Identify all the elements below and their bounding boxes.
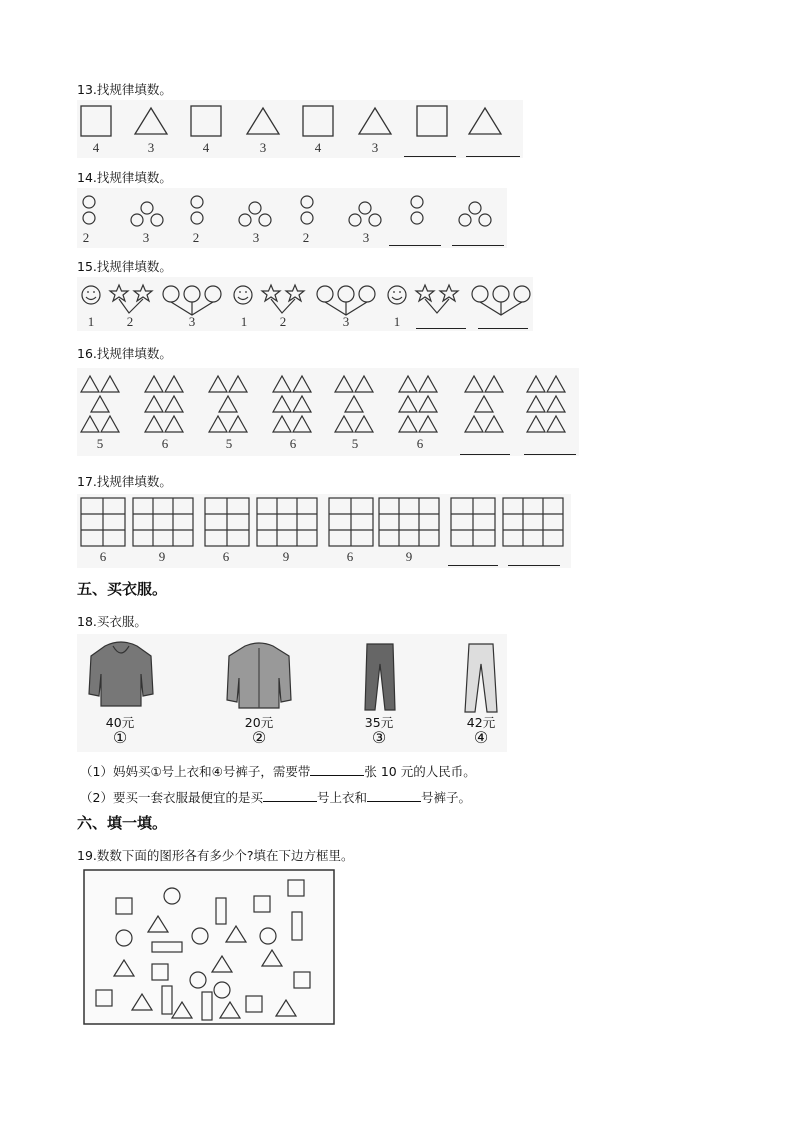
- section-6-title: 六、填一填。: [77, 814, 168, 832]
- q16-answer-blank[interactable]: [524, 454, 576, 455]
- item-4-mark: ④: [473, 728, 489, 747]
- grid-9-cells: [379, 498, 439, 546]
- triangle-shape: [359, 108, 391, 134]
- triangle-group: [465, 376, 503, 432]
- q18-sub1-text-a: （1）妈妈买①号上衣和④号裤子，需要带: [80, 764, 311, 779]
- q18-label: 18.买衣服。: [77, 614, 147, 629]
- q16-number: 6: [416, 436, 424, 451]
- grid-9-cells: [503, 498, 563, 546]
- triangle-shape: [247, 108, 279, 134]
- q15-number: 1: [240, 314, 248, 329]
- grid-9-cells: [133, 498, 193, 546]
- section-5-title: 五、买衣服。: [77, 580, 168, 598]
- q18-sub2-text-c: 号裤子。: [420, 790, 471, 805]
- q16-number: 6: [161, 436, 169, 451]
- smiley-face-icon: [388, 286, 406, 304]
- light-trousers-icon: [465, 644, 497, 712]
- peach-trio-icon: [239, 202, 271, 226]
- q17-number: 6: [99, 549, 107, 564]
- q18-sub1-text-b: 张 10 元的人民币。: [364, 764, 476, 779]
- q17-number: 9: [158, 549, 166, 564]
- triangle-shape: [469, 108, 501, 134]
- grid-6-cells: [329, 498, 373, 546]
- item-4-price: 42元: [466, 715, 496, 730]
- q16-number: 5: [225, 436, 233, 451]
- q17-label: 17.找规律填数。: [77, 474, 172, 489]
- triangle-shape: [135, 108, 167, 134]
- jacket-icon: [227, 643, 291, 708]
- q15-number: 2: [126, 314, 134, 329]
- q18-sub2: [80, 788, 471, 806]
- triangle-group: [81, 376, 119, 432]
- q17-answer-blank[interactable]: [508, 565, 560, 566]
- q18-sub2-blank-top[interactable]: [263, 789, 317, 802]
- q15-number: 3: [342, 314, 350, 329]
- peach-trio-icon: [131, 202, 163, 226]
- q14-number: 2: [192, 230, 200, 245]
- q13-number: 4: [202, 140, 210, 155]
- q14-number: 3: [362, 230, 370, 245]
- q17-answer-blank[interactable]: [448, 565, 498, 566]
- smiley-face-icon: [82, 286, 100, 304]
- apple-pair-icon: [191, 196, 203, 224]
- q19-shape-count-figure: [80, 866, 338, 1028]
- grid-6-cells: [451, 498, 495, 546]
- triangle-group: [209, 376, 247, 432]
- q13-number: 4: [92, 140, 100, 155]
- q13-answer-blank[interactable]: [404, 156, 456, 157]
- q15-number: 1: [393, 314, 401, 329]
- q14-number: 2: [82, 230, 90, 245]
- triangle-group: [335, 376, 373, 432]
- q15-label: 15.找规律填数。: [77, 259, 172, 274]
- q18-clothes: [77, 634, 507, 752]
- circle-trio-icon: [163, 286, 221, 315]
- q18-sub2-blank-pants[interactable]: [367, 789, 421, 802]
- triangle-group: [145, 376, 183, 432]
- item-3-mark: ③: [371, 728, 387, 747]
- q16-answer-blank[interactable]: [460, 454, 510, 455]
- grid-6-cells: [81, 498, 125, 546]
- q17-number: 6: [346, 549, 354, 564]
- q17-number: 6: [222, 549, 230, 564]
- q15-answer-blank[interactable]: [416, 328, 466, 329]
- q14-answer-blank[interactable]: [389, 245, 441, 246]
- item-1-mark: ①: [112, 728, 128, 747]
- q15-number: 3: [188, 314, 196, 329]
- q14-number: 3: [252, 230, 260, 245]
- triangle-group: [273, 376, 311, 432]
- star-pair-icon: [416, 285, 458, 313]
- q14-answer-blank[interactable]: [452, 245, 504, 246]
- item-2-mark: ②: [251, 728, 267, 747]
- item-1-price: 40元: [105, 715, 135, 730]
- q16-label: 16.找规律填数。: [77, 346, 172, 361]
- q15-number: 2: [279, 314, 287, 329]
- q13-answer-blank[interactable]: [466, 156, 520, 157]
- item-3-price: 35元: [364, 715, 394, 730]
- q17-number: 9: [282, 549, 290, 564]
- apple-pair-icon: [411, 196, 423, 224]
- apple-pair-icon: [301, 196, 313, 224]
- hoodie-icon: [89, 642, 153, 706]
- peach-trio-icon: [459, 202, 491, 226]
- square-shape: [191, 106, 221, 136]
- smiley-face-icon: [234, 286, 252, 304]
- apple-pair-icon: [83, 196, 95, 224]
- q17-number: 9: [405, 549, 413, 564]
- triangle-group: [399, 376, 437, 432]
- q19-label: 19.数数下面的图形各有多少个?填在下边方框里。: [77, 848, 354, 863]
- circle-trio-icon: [472, 286, 530, 315]
- q18-sub1: [80, 762, 476, 780]
- q16-number: 6: [289, 436, 297, 451]
- star-pair-icon: [110, 285, 152, 313]
- q13-number: 3: [371, 140, 379, 155]
- triangle-group: [527, 376, 565, 432]
- square-shape: [303, 106, 333, 136]
- q18-sub2-text-a: （2）要买一套衣服最便宜的是买: [80, 790, 263, 805]
- q13-number: 3: [259, 140, 267, 155]
- q15-answer-blank[interactable]: [478, 328, 528, 329]
- q18-sub2-text-b: 号上衣和: [316, 790, 367, 805]
- q15-shapes: [77, 277, 533, 331]
- grid-6-cells: [205, 498, 249, 546]
- q18-sub1-blank[interactable]: [310, 763, 364, 776]
- q15-number: 1: [87, 314, 95, 329]
- peach-trio-icon: [349, 202, 381, 226]
- q14-number: 2: [302, 230, 310, 245]
- q16-number: 5: [96, 436, 104, 451]
- dark-trousers-icon: [365, 644, 395, 710]
- square-shape: [417, 106, 447, 136]
- q14-label: 14.找规律填数。: [77, 170, 172, 185]
- star-pair-icon: [262, 285, 304, 313]
- grid-9-cells: [257, 498, 317, 546]
- circle-trio-icon: [317, 286, 375, 315]
- q13-label: 13.找规律填数。: [77, 82, 172, 97]
- q13-number: 4: [314, 140, 322, 155]
- q14-number: 3: [142, 230, 150, 245]
- q16-number: 5: [351, 436, 359, 451]
- square-shape: [81, 106, 111, 136]
- q13-number: 3: [147, 140, 155, 155]
- item-2-price: 20元: [244, 715, 274, 730]
